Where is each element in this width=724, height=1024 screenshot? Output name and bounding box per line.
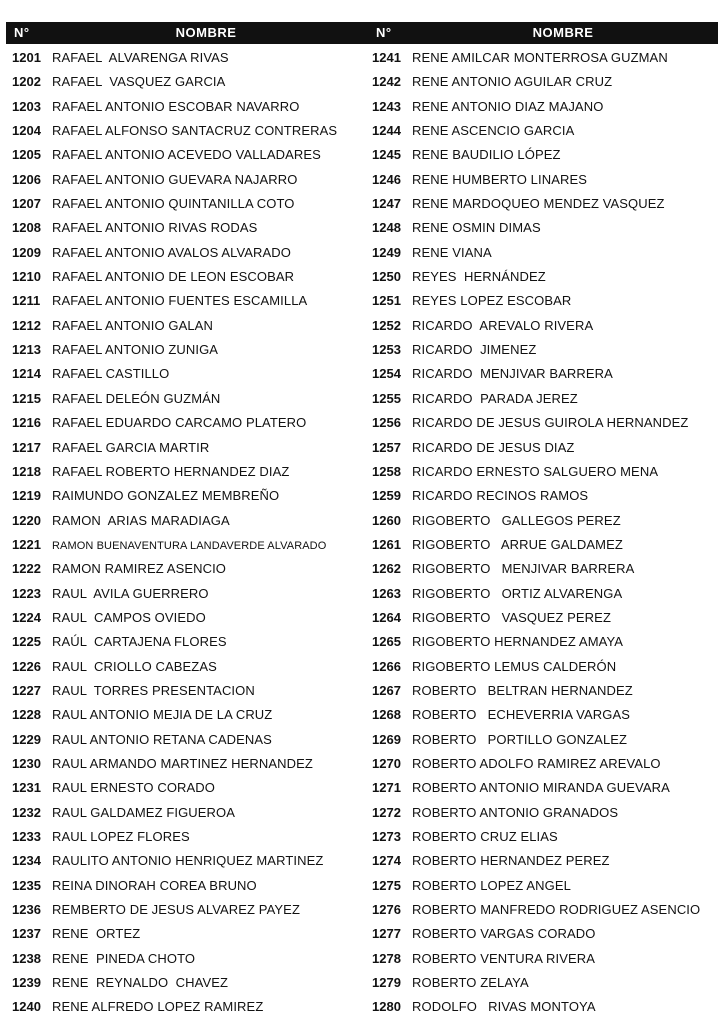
row-number: 1218 [12,463,41,479]
table-row [372,776,718,800]
row-number: 1211 [12,293,41,309]
table-row [372,362,718,386]
table-row [12,265,362,289]
row-name: RENE ASCENCIO GARCIA [412,123,575,139]
table-row [372,655,718,679]
row-name: RAUL ERNESTO CORADO [52,780,215,796]
table-row [12,436,362,460]
row-name: RAFAEL ANTONIO QUINTANILLA COTO [52,196,295,212]
row-number: 1222 [12,561,41,577]
table-row [372,874,718,898]
row-number: 1213 [12,342,41,358]
row-name: RAFAEL DELEÓN GUZMÁN [52,390,221,406]
row-number: 1275 [372,877,401,893]
table-row [372,338,718,362]
row-number: 1216 [12,415,41,431]
table-row [12,947,362,971]
row-name: RICARDO MENJIVAR BARRERA [412,366,613,382]
row-number: 1246 [372,171,401,187]
table-row [372,995,718,1019]
row-name: RENE OSMIN DIMAS [412,220,541,236]
table-row [12,460,362,484]
row-number: 1226 [12,658,41,674]
row-name: RICARDO DE JESUS GUIROLA HERNANDEZ [412,415,689,431]
table-row [12,509,362,533]
table-row [12,582,362,606]
row-name: RENE ANTONIO DIAZ MAJANO [412,98,604,114]
table-row [372,582,718,606]
row-name: RAFAEL ANTONIO ESCOBAR NAVARRO [52,98,300,114]
row-number: 1219 [12,488,41,504]
row-name: REYES LOPEZ ESCOBAR [412,293,572,309]
row-number: 1254 [372,366,401,382]
row-name: RICARDO JIMENEZ [412,342,537,358]
table-row [12,752,362,776]
table-row [12,192,362,216]
row-number: 1251 [372,293,401,309]
row-number: 1278 [372,950,401,966]
row-name: RICARDO PARADA JEREZ [412,390,578,406]
row-name: RAFAEL ANTONIO GUEVARA NAJARRO [52,171,298,187]
row-name: RICARDO AREVALO RIVERA [412,317,594,333]
row-number: 1229 [12,731,41,747]
row-name: RENE ORTEZ [52,926,141,942]
row-name: REMBERTO DE JESUS ALVAREZ PAYEZ [52,902,300,918]
row-number: 1280 [372,999,401,1015]
table-row [372,119,718,143]
row-number: 1268 [372,707,401,723]
row-name: ROBERTO ADOLFO RAMIREZ AREVALO [412,755,661,771]
row-name: ROBERTO MANFREDO RODRIGUEZ ASENCIO [412,902,701,918]
table-row [372,168,718,192]
header-name-left: NOMBRE [175,25,237,40]
row-number: 1259 [372,488,401,504]
row-number: 1223 [12,585,41,601]
row-number: 1270 [372,755,401,771]
table-row [372,95,718,119]
row-name: RIGOBERTO GALLEGOS PEREZ [412,512,621,528]
row-name: RAFAEL ANTONIO ZUNIGA [52,342,219,358]
table-row [372,801,718,825]
table-row [372,752,718,776]
row-name: ROBERTO BELTRAN HERNANDEZ [412,682,633,698]
row-number: 1239 [12,975,41,991]
table-row [372,387,718,411]
row-number: 1245 [372,147,401,163]
row-number: 1230 [12,755,41,771]
table-row [12,484,362,508]
row-name: ROBERTO VARGAS CORADO [412,926,596,942]
right-column [372,46,718,1020]
row-number: 1209 [12,244,41,260]
row-name: RAFAEL ROBERTO HERNANDEZ DIAZ [52,463,290,479]
row-number: 1207 [12,196,41,212]
table-row [372,825,718,849]
row-name: RODOLFO RIVAS MONTOYA [412,999,596,1015]
row-number: 1257 [372,439,401,455]
row-name: RIGOBERTO MENJIVAR BARRERA [412,561,635,577]
row-number: 1210 [12,269,41,285]
row-number: 1212 [12,317,41,333]
table-row [372,947,718,971]
table-row [12,679,362,703]
row-name: ROBERTO HERNANDEZ PEREZ [412,853,610,869]
row-number: 1262 [372,561,401,577]
row-number: 1258 [372,463,401,479]
row-number: 1274 [372,853,401,869]
row-name: ROBERTO LOPEZ ANGEL [412,877,571,893]
row-number: 1266 [372,658,401,674]
row-name: RENE ALFREDO LOPEZ RAMIREZ [52,999,264,1015]
row-name: RAFAEL ANTONIO GALAN [52,317,213,333]
row-name: RAUL ANTONIO RETANA CADENAS [52,731,272,747]
row-number: 1244 [372,123,401,139]
row-number: 1253 [372,342,401,358]
row-number: 1231 [12,780,41,796]
row-number: 1215 [12,390,41,406]
row-name: RAFAEL ANTONIO FUENTES ESCAMILLA [52,293,308,309]
row-name: RAUL LOPEZ FLORES [52,829,190,844]
row-name: RAUL GALDAMEZ FIGUEROA [52,804,236,820]
row-number: 1271 [372,780,401,796]
table-row [372,192,718,216]
row-name: RAFAEL VASQUEZ GARCIA [52,74,226,90]
table-row [12,70,362,94]
row-number: 1250 [372,269,401,285]
table-row [372,849,718,873]
row-number: 1217 [12,439,41,455]
table-row [12,874,362,898]
row-name: RENE PINEDA CHOTO [52,950,196,966]
table-row [12,119,362,143]
table-row [12,314,362,338]
table-row [12,922,362,946]
table-row [12,362,362,386]
row-number: 1248 [372,220,401,236]
table-row [372,533,718,557]
table-row [372,898,718,922]
row-number: 1235 [12,877,41,893]
row-name: RICARDO RECINOS RAMOS [412,488,589,504]
table-header [6,22,718,44]
row-number: 1242 [372,74,401,90]
table-row [12,533,362,557]
row-name: RAMON ARIAS MARADIAGA [52,512,230,528]
row-name: RENE AMILCAR MONTERROSA GUZMAN [412,50,668,65]
table-row [372,460,718,484]
table-row [372,509,718,533]
left-column [12,46,362,1020]
row-number: 1255 [372,390,401,406]
row-number: 1214 [12,366,41,382]
row-number: 1249 [372,244,401,260]
table-row [12,289,362,313]
row-name: RAFAEL ANTONIO ACEVEDO VALLADARES [52,147,321,163]
table-row [372,411,718,435]
row-number: 1205 [12,147,41,163]
row-name: RENE HUMBERTO LINARES [412,171,587,187]
row-number: 1203 [12,98,41,114]
row-name: RAIMUNDO GONZALEZ MEMBREÑO [52,488,280,504]
table-row [12,168,362,192]
table-row [372,436,718,460]
row-number: 1201 [12,50,41,65]
row-name: RAFAEL ANTONIO RIVAS RODAS [52,220,258,236]
row-name: RAUL AVILA GUERRERO [52,585,209,601]
row-number: 1204 [12,123,41,139]
row-number: 1240 [12,999,41,1015]
row-number: 1256 [372,415,401,431]
row-number: 1241 [372,50,401,65]
table-row [12,728,362,752]
table-row [12,411,362,435]
row-number: 1238 [12,950,41,966]
row-name: REYES HERNÁNDEZ [412,269,546,285]
row-number: 1233 [12,829,41,844]
row-name: RIGOBERTO VASQUEZ PEREZ [412,609,611,625]
row-name: ROBERTO PORTILLO GONZALEZ [412,731,628,747]
row-number: 1227 [12,682,41,698]
row-number: 1264 [372,609,401,625]
table-row [12,143,362,167]
row-name: RAMON BUENAVENTURA LANDAVERDE ALVARADO [52,539,327,552]
row-name: RIGOBERTO LEMUS CALDERÓN [412,658,617,674]
row-name: RAUL TORRES PRESENTACION [52,682,255,698]
row-number: 1225 [12,634,41,650]
table-row [372,606,718,630]
row-number: 1220 [12,512,41,528]
table-row [12,801,362,825]
table-row [372,314,718,338]
table-row [372,70,718,94]
row-number: 1265 [372,634,401,650]
row-name: RICARDO ERNESTO SALGUERO MENA [412,463,659,479]
table-row [12,95,362,119]
row-number: 1277 [372,926,401,942]
row-number: 1237 [12,926,41,942]
row-name: RENE VIANA [412,244,492,260]
table-row [12,557,362,581]
row-number: 1279 [372,975,401,991]
table-row [372,630,718,654]
row-name: ROBERTO ZELAYA [412,975,529,991]
table-row [12,898,362,922]
table-row [372,922,718,946]
row-number: 1261 [372,536,401,552]
table-row [12,338,362,362]
table-row [372,484,718,508]
row-name: RIGOBERTO ORTIZ ALVARENGA [412,585,623,601]
table-row [12,776,362,800]
row-name: RAFAEL ALVARENGA RIVAS [52,50,229,65]
row-number: 1247 [372,196,401,212]
table-row [12,630,362,654]
row-number: 1228 [12,707,41,723]
table-row [372,728,718,752]
row-name: RAUL ARMANDO MARTINEZ HERNANDEZ [52,755,313,771]
row-name: RAFAEL ANTONIO AVALOS ALVARADO [52,244,292,260]
row-number: 1232 [12,804,41,820]
table-row [12,849,362,873]
table-row [372,557,718,581]
row-name: RAUL CAMPOS OVIEDO [52,609,206,625]
row-number: 1224 [12,609,41,625]
table-row [372,265,718,289]
row-name: RAFAEL GARCIA MARTIR [52,439,210,455]
row-number: 1267 [372,682,401,698]
table-row [372,679,718,703]
row-name: RENE REYNALDO CHAVEZ [52,975,229,991]
row-number: 1273 [372,829,401,844]
table-row [12,995,362,1019]
table-row [372,241,718,265]
row-number: 1276 [372,902,401,918]
header-number-right: N° [376,25,392,40]
row-name: REINA DINORAH COREA BRUNO [52,877,257,893]
table-row [12,241,362,265]
row-name: ROBERTO ECHEVERRIA VARGAS [412,707,630,723]
row-number: 1263 [372,585,401,601]
table-row [372,289,718,313]
row-number: 1208 [12,220,41,236]
row-name: RIGOBERTO ARRUE GALDAMEZ [412,536,623,552]
table-row [12,216,362,240]
table-row [12,655,362,679]
row-name: ROBERTO ANTONIO GRANADOS [412,804,619,820]
row-number: 1202 [12,74,41,90]
row-name: RAULITO ANTONIO HENRIQUEZ MARTINEZ [52,853,324,869]
table-row [372,143,718,167]
row-number: 1269 [372,731,401,747]
table-row [12,971,362,995]
table-row [372,703,718,727]
row-name: RENE ANTONIO AGUILAR CRUZ [412,74,613,90]
row-number: 1243 [372,98,401,114]
table-row [12,606,362,630]
row-number: 1272 [372,804,401,820]
header-name-right: NOMBRE [532,25,594,40]
row-name: RENE MARDOQUEO MENDEZ VASQUEZ [412,196,665,212]
row-name: RICARDO DE JESUS DIAZ [412,439,575,455]
row-name: ROBERTO VENTURA RIVERA [412,950,596,966]
row-number: 1221 [12,536,41,552]
table-row [372,46,718,70]
row-name: RAFAEL CASTILLO [52,366,170,382]
row-name: RAFAEL EDUARDO CARCAMO PLATERO [52,415,307,431]
table-row [372,216,718,240]
row-name: RAMON RAMIREZ ASENCIO [52,561,227,577]
row-name: RAFAEL ANTONIO DE LEON ESCOBAR [52,269,295,285]
header-number-left: N° [14,25,30,40]
row-number: 1206 [12,171,41,187]
row-name: ROBERTO CRUZ ELIAS [412,829,558,844]
table-row [12,46,362,70]
row-name: RAÚL CARTAJENA FLORES [52,634,227,650]
row-number: 1260 [372,512,401,528]
row-name: RENE BAUDILIO LÓPEZ [412,147,561,163]
row-name: ROBERTO ANTONIO MIRANDA GUEVARA [412,780,670,796]
table-row [12,387,362,411]
table-row [12,825,362,849]
row-name: RAUL ANTONIO MEJIA DE LA CRUZ [52,707,273,723]
row-number: 1234 [12,853,41,869]
table-row [372,971,718,995]
row-number: 1252 [372,317,401,333]
row-name: RIGOBERTO HERNANDEZ AMAYA [412,634,624,650]
row-number: 1236 [12,902,41,918]
row-name: RAFAEL ALFONSO SANTACRUZ CONTRERAS [52,123,338,139]
table-row [12,703,362,727]
row-name: RAUL CRIOLLO CABEZAS [52,658,217,674]
